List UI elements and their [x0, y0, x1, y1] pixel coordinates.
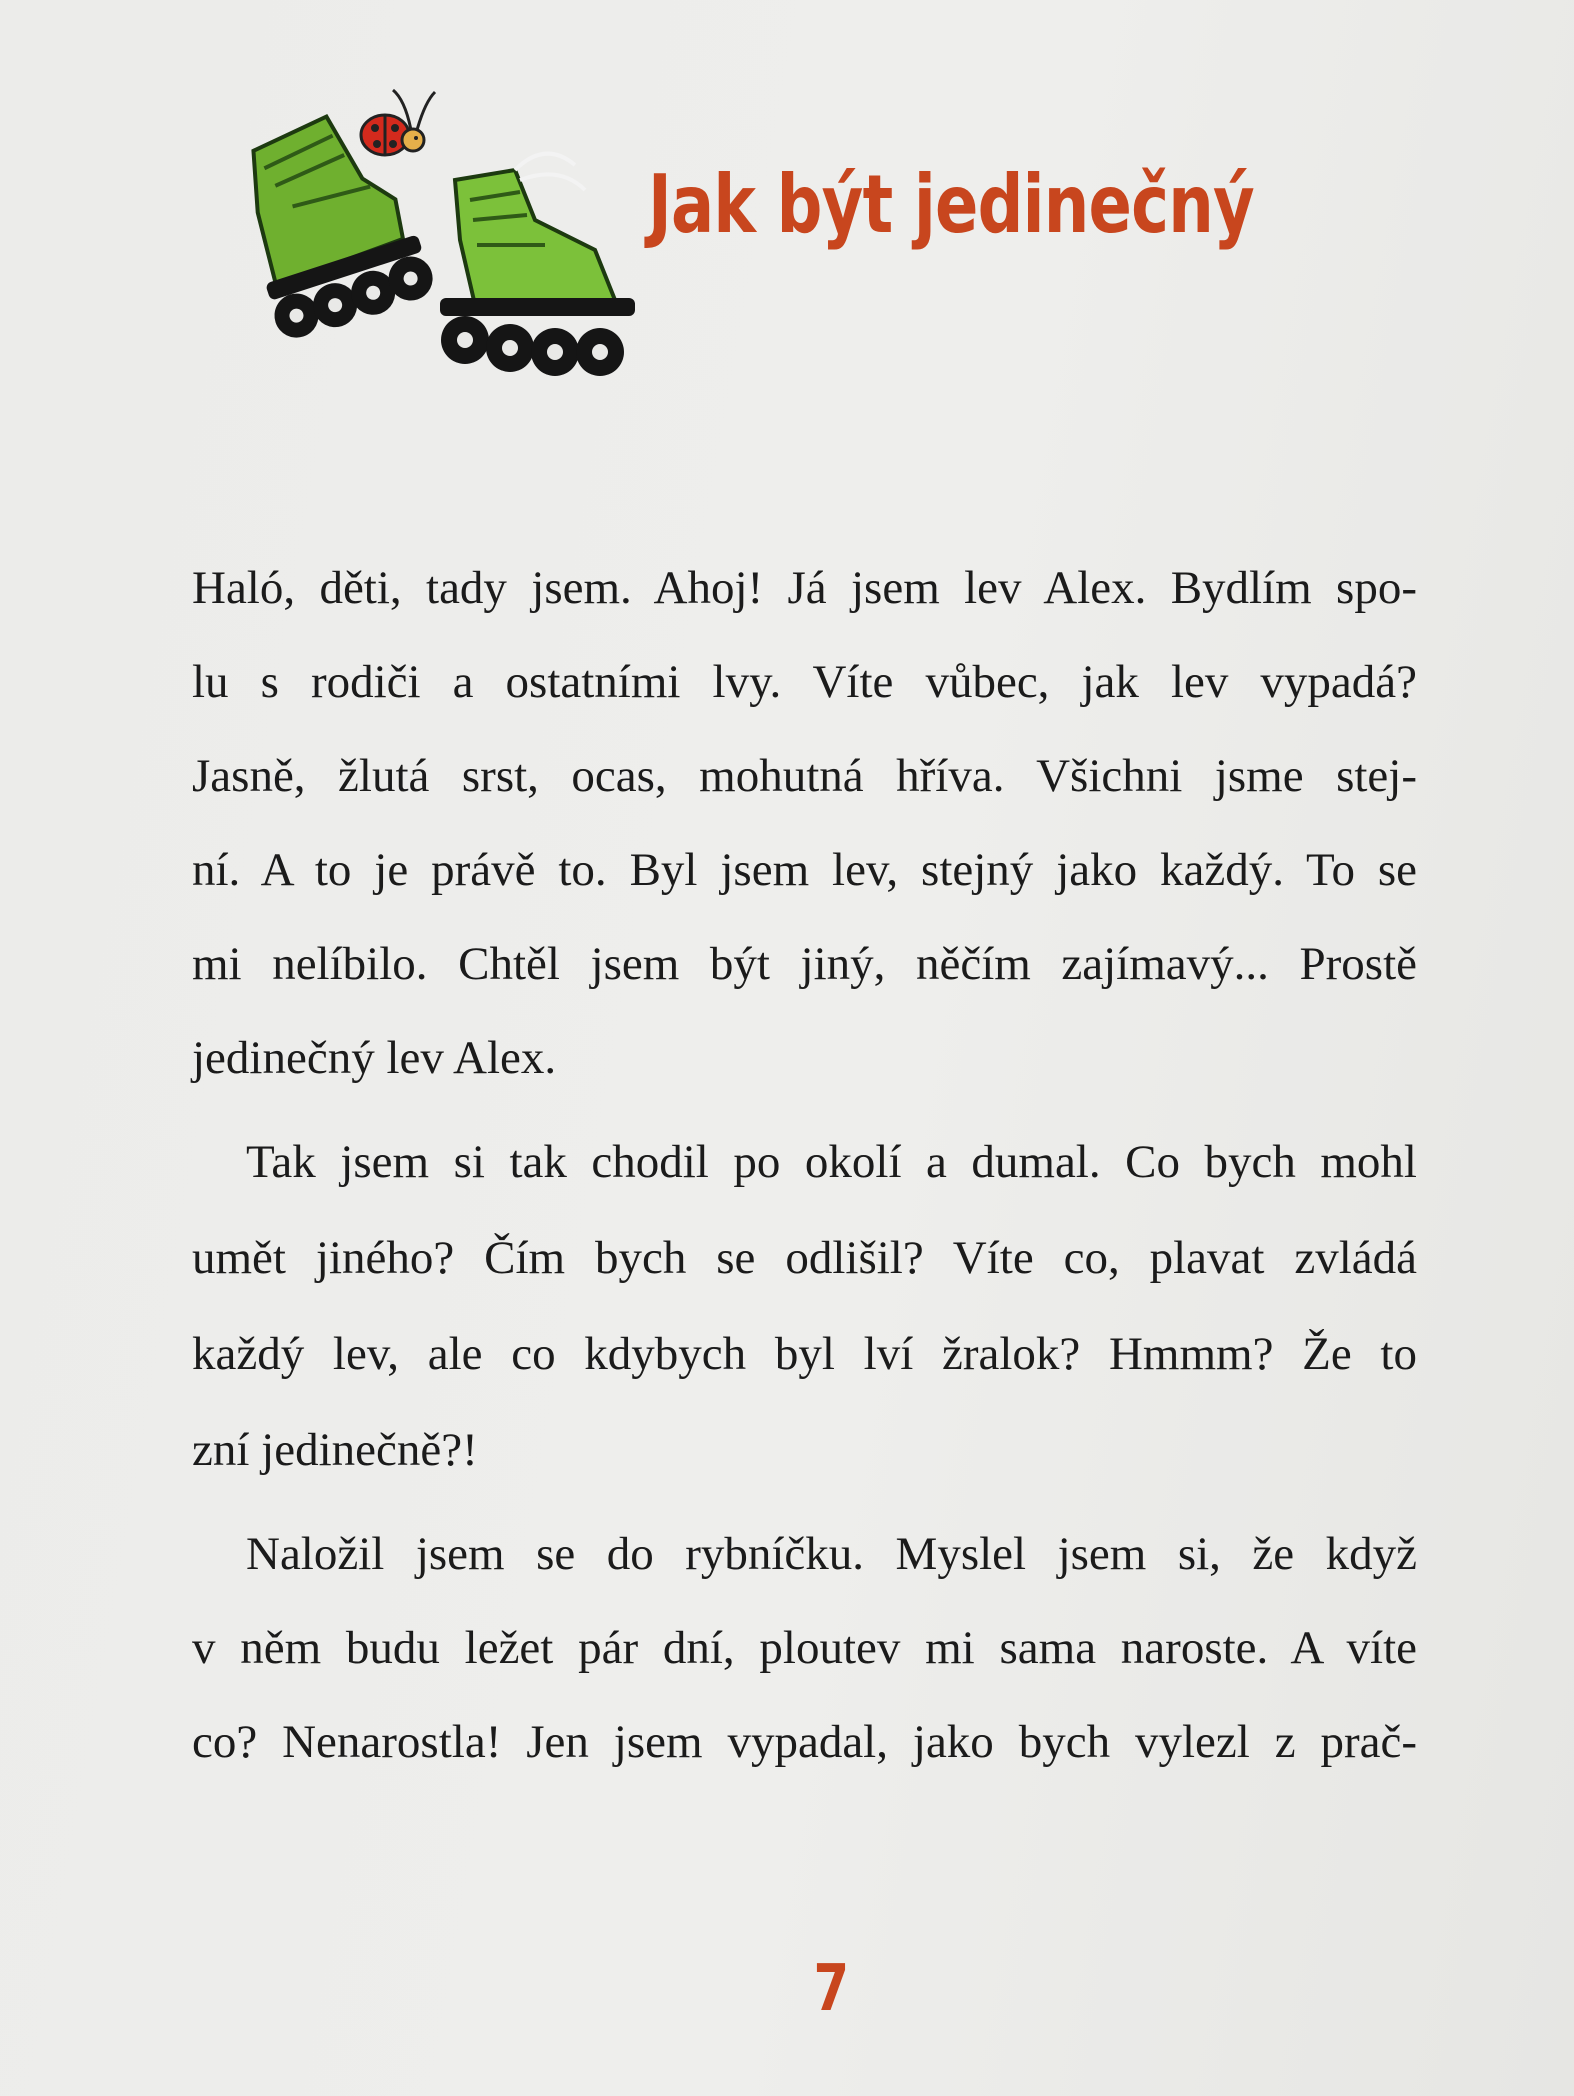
text-line: umět jiného? Čím bych se odlišil? Víte co, plavat zvládá	[192, 1232, 1417, 1284]
text-line: Haló, děti, tady jsem. Ahoj! Já jsem lev Alex. Bydlím spo-	[192, 562, 1417, 614]
chapter-title: Jak být jedinečný	[648, 158, 1254, 251]
text-line: jedinečný lev Alex.	[192, 1032, 557, 1084]
text-line: Jasně, žlutá srst, ocas, mohutná hříva. Všichni jsme stej-	[192, 750, 1417, 802]
text-line: Tak jsem si tak chodil po okolí a dumal. Co bych mohl	[246, 1136, 1417, 1188]
text-line: ní. A to je právě to. Byl jsem lev, stejný jako každý. To se	[192, 844, 1417, 896]
text-line: každý lev, ale co kdybych byl lví žralok? Hmmm? Že to	[192, 1328, 1417, 1380]
text-line: lu s rodiči a ostatními lvy. Víte vůbec, jak lev vypadá?	[192, 656, 1417, 708]
text-line: Naložil jsem se do rybníčku. Myslel jsem si, že když	[246, 1528, 1417, 1580]
text-line: co? Nenarostla! Jen jsem vypadal, jako bych vylezl z prač-	[192, 1716, 1417, 1768]
text-line: v něm budu ležet pár dní, ploutev mi sama naroste. A víte	[192, 1622, 1417, 1674]
text-line: zní jedinečně?!	[192, 1424, 478, 1476]
text-line: mi nelíbilo. Chtěl jsem být jiný, něčím zajímavý... Prostě	[192, 938, 1417, 990]
roller-skates-with-ladybug-icon	[215, 70, 655, 420]
page-number: 7	[813, 1952, 850, 2026]
